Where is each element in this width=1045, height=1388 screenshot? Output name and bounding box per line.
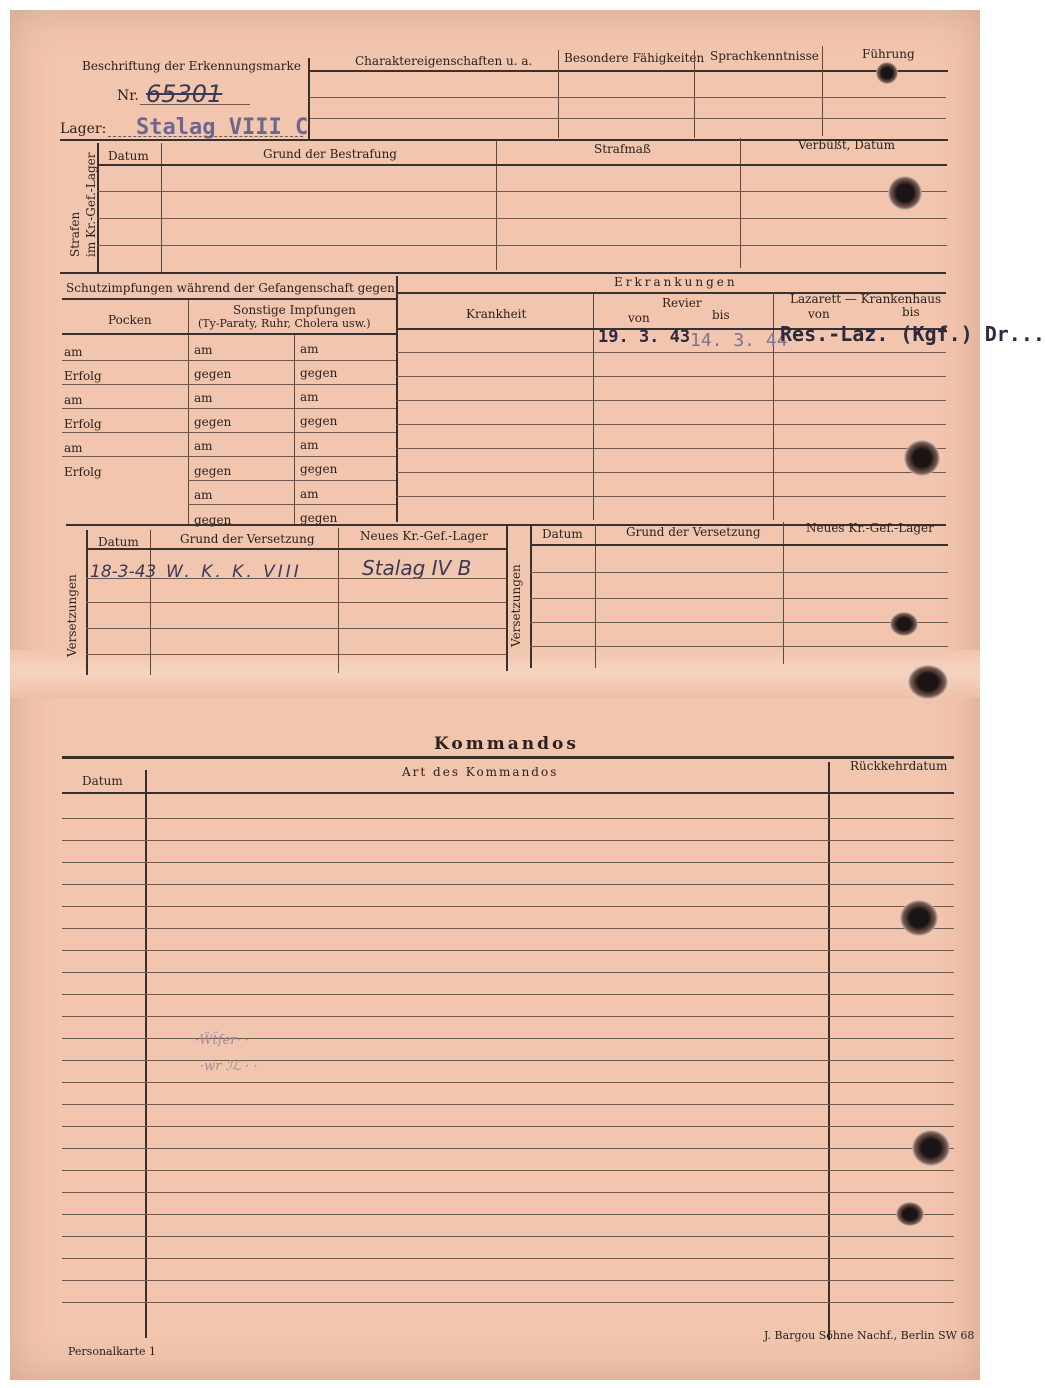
divider — [496, 140, 497, 270]
impf-right-row: am — [300, 487, 319, 501]
kommandos-rule — [62, 1302, 954, 1303]
pencil-mark: ·ẇr ℐℒ · · — [200, 1059, 258, 1074]
rule — [86, 578, 506, 579]
kommandos-title: Kommandos — [434, 734, 579, 754]
erk-lazarett-bis: bis — [902, 305, 920, 319]
vers-left-col-datum: Datum — [98, 535, 139, 549]
kommandos-rule — [62, 1280, 954, 1281]
divider — [828, 762, 830, 1340]
vers-side-label-right: Versetzungen — [509, 564, 523, 647]
rule — [62, 384, 396, 385]
vers-right-col-grund: Grund der Versetzung — [626, 525, 761, 539]
impf-col-sonstige: Sonstige Impfungen — [233, 303, 356, 317]
rule — [530, 598, 948, 599]
impf-left-row: am — [64, 345, 83, 359]
kommandos-rule — [62, 950, 954, 951]
impf-mid-row: gegen — [194, 513, 232, 527]
rule — [530, 646, 948, 647]
impf-mid-row: gegen — [194, 367, 232, 381]
divider — [740, 138, 741, 268]
komm-col-datum: Datum — [82, 774, 123, 788]
marke-label: Beschriftung der Erkennungsmarke — [82, 59, 301, 73]
rule — [62, 432, 396, 433]
kommandos-rule — [62, 928, 954, 929]
rule — [62, 456, 396, 457]
vers-left-col-neues: Neues Kr.-Gef.-Lager — [360, 529, 488, 543]
impf-col-pocken: Pocken — [108, 313, 152, 327]
rule — [396, 400, 946, 401]
col-faehigkeiten: Besondere Fähigkeiten — [564, 51, 705, 65]
vers-entry-datum: 18-3-43 — [90, 562, 157, 582]
impf-right-row: gegen — [300, 511, 338, 525]
erk-col-lazarett: Lazarett — Krankenhaus — [790, 292, 942, 306]
kommandos-rule — [62, 1258, 954, 1259]
rule — [310, 118, 946, 119]
divider — [161, 143, 162, 273]
footer-left: Personalkarte 1 — [68, 1345, 157, 1358]
kommandos-rule — [62, 972, 954, 973]
rule — [396, 472, 946, 473]
erk-col-revier: Revier — [662, 296, 702, 310]
erk-revier-von: von — [628, 311, 650, 325]
rule — [86, 548, 506, 550]
impf-col-sonstige-sub: (Ty-Paraty, Ruhr, Cholera usw.) — [198, 317, 371, 330]
strafen-col-datum: Datum — [108, 149, 149, 163]
lager-label: Lager: — [60, 121, 107, 137]
rule — [188, 480, 396, 481]
punch-hole — [896, 1202, 924, 1226]
strafen-col-grund: Grund der Bestrafung — [263, 147, 397, 161]
kommandos-rule — [62, 1126, 954, 1127]
rule — [86, 628, 506, 629]
kommandos-rule — [62, 862, 954, 863]
top-header-line — [308, 70, 948, 72]
strafen-side-label-2: im Kr.-Gef.-Lager — [84, 152, 98, 257]
strafen-col-strafmass: Strafmaß — [594, 142, 651, 156]
kommandos-rule — [62, 994, 954, 995]
impf-mid-row: am — [194, 343, 213, 357]
vers-left-col-grund: Grund der Versetzung — [180, 532, 315, 546]
vers-entry-lager: Stalag IV B — [362, 556, 472, 580]
erk-revier-bis: bis — [712, 308, 730, 322]
impf-left-row: am — [64, 441, 83, 455]
rule — [396, 496, 946, 497]
divider — [396, 276, 398, 522]
vers-entry-grund: W. K. K. VIII — [166, 562, 302, 582]
divider — [506, 526, 508, 671]
kommandos-rule — [62, 1170, 954, 1171]
punch-hole — [890, 612, 918, 636]
lager-value: Stalag VIII C — [136, 115, 309, 140]
punch-hole — [876, 62, 898, 84]
rule — [97, 191, 947, 192]
nr-value: 65301 — [146, 80, 223, 108]
strafen-col-verbuesst: Verbüßt, Datum — [798, 138, 895, 152]
punch-hole — [900, 900, 938, 936]
divider — [145, 770, 147, 1338]
impf-right-row: gegen — [300, 462, 338, 476]
lazarett-stamp: Res.-Laz. (Kgf.) Dr... — [780, 322, 1045, 346]
impfungen-title: Schutzimpfungen während der Gefangenschaft gegen — [66, 281, 395, 295]
impf-right-row: am — [300, 342, 319, 356]
kommandos-rule — [62, 1192, 954, 1193]
kommandos-rule — [62, 884, 954, 885]
revier-bis-stamp: 14. 3. 44 — [690, 330, 788, 351]
kommandos-rule — [62, 1148, 954, 1149]
rule — [62, 756, 954, 759]
col-sprachen: Sprachkenntnisse — [710, 49, 819, 63]
divider — [773, 292, 774, 520]
col-charakter: Charaktereigenschaften u. a. — [355, 54, 533, 68]
rule — [62, 792, 954, 794]
impf-right-row: am — [300, 390, 319, 404]
divider — [558, 50, 559, 138]
pencil-mark: ·Ẅẗfer· · — [195, 1033, 249, 1048]
punch-hole — [888, 176, 922, 210]
erk-lazarett-von: von — [808, 307, 830, 321]
impf-mid-row: am — [194, 488, 213, 502]
kommandos-rule — [62, 1060, 954, 1061]
impf-right-row: gegen — [300, 414, 338, 428]
rule — [86, 654, 506, 655]
nr-label: Nr. — [117, 88, 139, 104]
nr-underline — [140, 104, 250, 105]
impf-left-row: Erfolg — [64, 369, 102, 383]
footer-right: J. Bargou Söhne Nachf., Berlin SW 68 — [764, 1329, 975, 1342]
rule — [97, 245, 947, 246]
impf-mid-row: gegen — [194, 415, 232, 429]
rule — [396, 424, 946, 425]
kommandos-rule — [62, 1214, 954, 1215]
impf-mid-row: am — [194, 391, 213, 405]
impf-right-row: gegen — [300, 366, 338, 380]
impf-mid-row: am — [194, 439, 213, 453]
kommandos-rule — [62, 1016, 954, 1017]
lager-underline — [108, 136, 303, 137]
rule — [396, 448, 946, 449]
divider — [822, 46, 823, 136]
rule — [97, 164, 947, 166]
erk-col-krankheit: Krankheit — [466, 307, 527, 321]
strafen-side-label-1: Strafen — [68, 211, 82, 257]
vers-right-col-datum: Datum — [542, 527, 583, 541]
kommandos-rule — [62, 1082, 954, 1083]
divider — [97, 143, 99, 273]
impf-left-row: Erfolg — [64, 417, 102, 431]
rule — [530, 572, 948, 573]
impf-mid-row: gegen — [194, 464, 232, 478]
punch-hole — [912, 1130, 950, 1166]
impf-left-row: am — [64, 393, 83, 407]
rule — [97, 218, 947, 219]
kommandos-rule — [62, 1104, 954, 1105]
divider — [694, 50, 695, 138]
rule — [62, 298, 396, 300]
rule — [86, 602, 506, 603]
vers-side-label-left: Versetzungen — [65, 574, 79, 657]
rule — [310, 97, 946, 98]
komm-col-art: Art des Kommandos — [402, 765, 559, 779]
rule — [188, 504, 396, 505]
komm-col-rueckkehr: Rückkehrdatum — [850, 759, 948, 773]
rule — [530, 544, 948, 546]
col-fuehrung: Führung — [862, 47, 915, 61]
revier-von-stamp: 19. 3. 43 — [598, 327, 691, 347]
paper-fold — [10, 650, 980, 698]
kommandos-rule — [62, 840, 954, 841]
erkrankungen-title: Erkrankungen — [614, 275, 738, 289]
divider — [294, 335, 295, 525]
rule — [60, 272, 946, 274]
impf-left-row: Erfolg — [64, 465, 102, 479]
rule — [62, 360, 396, 361]
punch-hole — [908, 665, 948, 699]
rule — [396, 352, 946, 353]
kommandos-rule — [62, 1236, 954, 1237]
kommandos-rule — [62, 818, 954, 819]
rule — [530, 622, 948, 623]
rule — [396, 376, 946, 377]
impf-right-row: am — [300, 438, 319, 452]
rule — [62, 333, 396, 335]
kommandos-rule — [62, 906, 954, 907]
rule — [62, 408, 396, 409]
punch-hole — [904, 440, 940, 476]
vers-right-col-neues: Neues Kr.-Gef.-Lager — [806, 521, 934, 535]
